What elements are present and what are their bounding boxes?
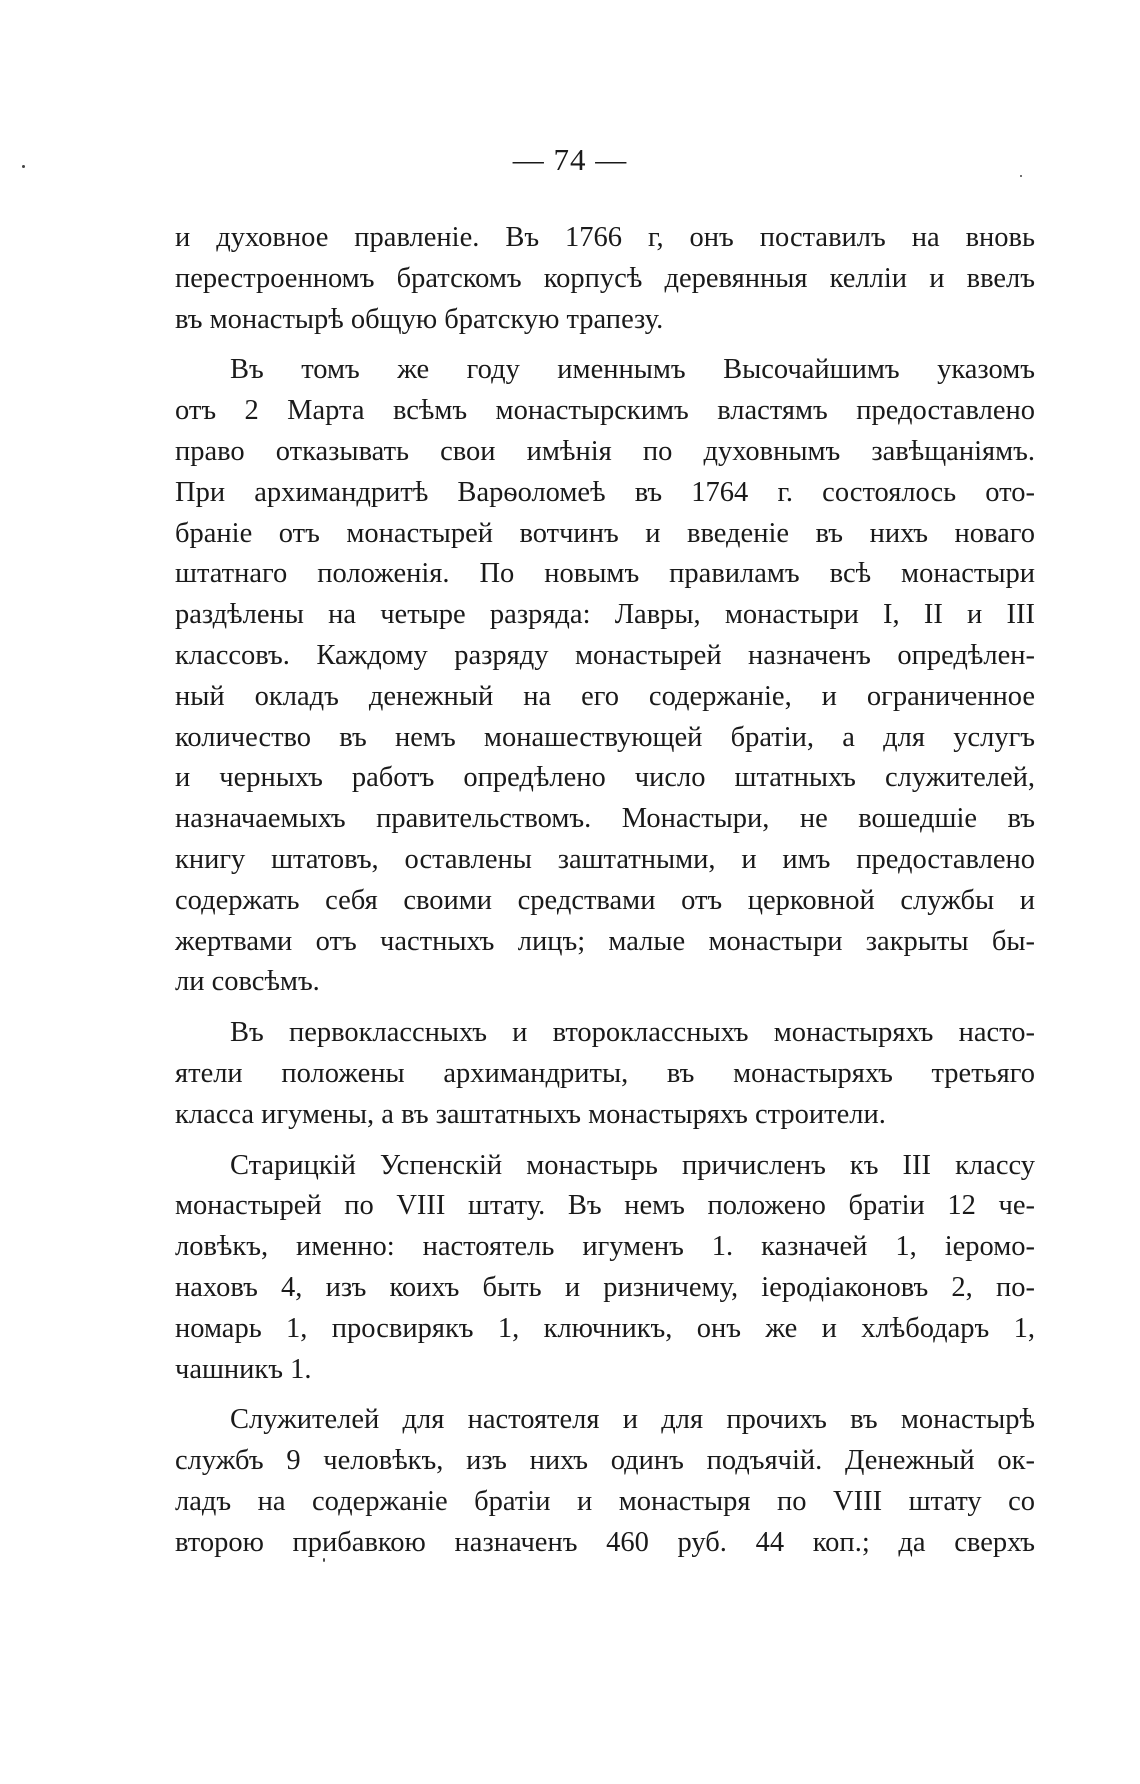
text-line: и черныхъ работъ опредѣлено число штатныхъ служителей, [175, 762, 1035, 794]
text-line: книгу штатовъ, оставлены заштатными, и имъ предоставлено [175, 843, 1035, 875]
text-line: Въ первоклассныхъ и второклассныхъ монастыряхъ насто- [230, 1017, 1035, 1049]
page-number: — 74 — [512, 142, 628, 177]
text-line: ладъ на содержаніе братіи и монастыря по VIII штату со [175, 1485, 1035, 1517]
text-line: Служителей для настоятеля и для прочихъ въ монастырѣ [230, 1404, 1035, 1436]
text-line: ловѣкъ, именно: настоятель игуменъ 1. казначей 1, іеромо- [175, 1231, 1035, 1263]
paragraph-2 [175, 350, 1035, 1003]
text-line: номарь 1, просвирякъ 1, ключникъ, онъ же и хлѣбодаръ 1, [175, 1312, 1035, 1344]
text-line: право отказывать свои имѣнія по духовнымъ завѣщаніямъ. [175, 435, 1035, 467]
scan-speck [22, 165, 25, 168]
text-line: штатнаго положенія. По новымъ правиламъ всѣ монастыри [175, 558, 1035, 590]
text-line: жертвами отъ частныхъ лицъ; малые монастыри закрыты бы- [175, 925, 1035, 957]
text-line: классовъ. Каждому разряду монастырей назначенъ опредѣлен- [175, 639, 1035, 671]
text-line: второю прибавкою назначенъ 460 руб. 44 коп.; да сверхъ [175, 1526, 1035, 1558]
text-line: наховъ 4, изъ коихъ быть и ризничему, іеродіаконовъ 2, по- [175, 1271, 1035, 1303]
text-line: ятели положены архимандриты, въ монастыряхъ третьяго [175, 1057, 1035, 1089]
text-line: ли совсѣмъ. [175, 966, 320, 998]
text-line: Въ томъ же году именнымъ Высочайшимъ указомъ [230, 354, 1035, 386]
scan-speck [1020, 175, 1022, 177]
body-text [175, 218, 1035, 1574]
text-line: и духовное правленіе. Въ 1766 г, онъ поставилъ на вновь [175, 222, 1035, 253]
paragraph-4 [175, 1146, 1035, 1391]
text-line: отъ 2 Марта всѣмъ монастырскимъ властямъ предоставлено [175, 395, 1035, 427]
scan-speck [323, 1558, 325, 1562]
text-line: ный окладъ денежный на его содержаніе, и ограниченное [175, 680, 1035, 712]
text-line: раздѣлены на четыре разряда: Лавры, монастыри I, II и III [175, 599, 1035, 631]
text-line: содержать себя своими средствами отъ церковной службы и [175, 884, 1035, 916]
text-line: перестроенномъ братскомъ корпусѣ деревянныя келліи и ввелъ [175, 262, 1035, 294]
text-line: службъ 9 человѣкъ, изъ нихъ одинъ подъячій. Денежный ок- [175, 1445, 1035, 1477]
text-line: При архимандритѣ Варѳоломеѣ въ 1764 г. состоялось ото- [175, 476, 1035, 508]
text-line: назначаемыхъ правительствомъ. Монастыри, не вошедшіе въ [175, 803, 1035, 835]
paragraph-1 [175, 218, 1035, 340]
text-line: класса игумены, а въ заштатныхъ монастыряхъ строители. [175, 1098, 886, 1130]
text-line: Старицкій Успенскій монастырь причисленъ къ III классу [230, 1149, 1035, 1181]
text-line: въ монастырѣ общую братскую трапезу. [175, 303, 664, 335]
paragraph-3 [175, 1013, 1035, 1135]
text-line: чашникъ 1. [175, 1353, 312, 1385]
text-line: браніе отъ монастырей вотчинъ и введеніе въ нихъ новаго [175, 517, 1035, 549]
text-line: монастырей по VIII штату. Въ немъ положено братіи 12 че- [175, 1190, 1035, 1222]
paragraph-5 [175, 1400, 1035, 1563]
text-line: количество въ немъ монашествующей братіи, а для услугъ [175, 721, 1035, 753]
